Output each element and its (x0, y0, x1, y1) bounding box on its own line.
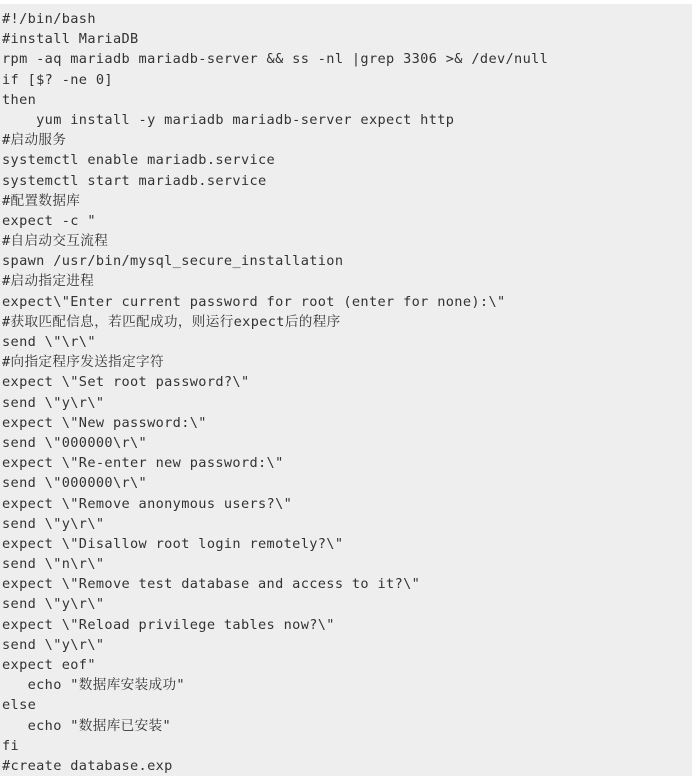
code-line: if [$? -ne 0] (2, 71, 113, 88)
code-line: else (2, 697, 37, 714)
code-line: #启动指定进程 (2, 273, 95, 290)
code-line: send \"\r\" (2, 334, 96, 350)
code-line: expect \"Remove test database and access to it?\" (2, 576, 421, 593)
code-line: expect \"Set root password?\" (2, 374, 250, 391)
code-line: echo "数据库安装成功" (2, 677, 185, 694)
code-line: systemctl start mariadb.service (2, 172, 267, 189)
code-line: spawn /usr/bin/mysql_secure_installation (2, 253, 344, 270)
code-line: then (2, 91, 37, 108)
code-line: #获取匹配信息，若匹配成功，则运行expect后的程序 (2, 313, 341, 330)
code-line: yum install -y mariadb mariadb-server expect http (2, 111, 455, 128)
code-line: expect \"New password:\" (2, 414, 207, 431)
code-line: #向指定程序发送指定字符 (2, 354, 164, 371)
code-line: send \"y\r\" (2, 515, 105, 532)
code-line: #create database.exp (2, 757, 173, 774)
code-line: fi (2, 737, 20, 754)
code-line: #install MariaDB (2, 31, 139, 48)
code-line: send \"y\r\" (2, 394, 105, 411)
code-line: #自启动交互流程 (2, 233, 109, 250)
code-line: expect \"Reload privilege tables now?\" (2, 616, 335, 633)
code-line: expect \"Disallow root login remotely?\" (2, 535, 344, 552)
code-line: systemctl enable mariadb.service (2, 152, 276, 169)
code-line: expect\"Enter current password for root (enter for none):\" (2, 293, 506, 310)
code-line: expect \"Remove anonymous users?\" (2, 495, 293, 512)
code-line: send \"000000\r\" (2, 434, 148, 451)
code-line: send \"y\r\" (2, 596, 105, 613)
code-line: send \"n\r\" (2, 556, 105, 573)
code-line: send \"y\r\" (2, 636, 105, 653)
code-line: #配置数据库 (2, 192, 81, 209)
code-block (0, 4, 692, 776)
code-line: expect \"Re-enter new password:\" (2, 455, 284, 472)
code-line: #!/bin/bash (2, 11, 96, 27)
code-line: send \"000000\r\" (2, 475, 148, 492)
code-line: expect eof" (2, 657, 96, 673)
code-line: rpm -aq mariadb mariadb-server && ss -nl |grep 3306 >& /dev/null (2, 51, 549, 68)
code-line: expect -c " (2, 212, 96, 229)
code-line: echo "数据库已安装" (2, 717, 172, 734)
code-line: #启动服务 (2, 132, 67, 149)
